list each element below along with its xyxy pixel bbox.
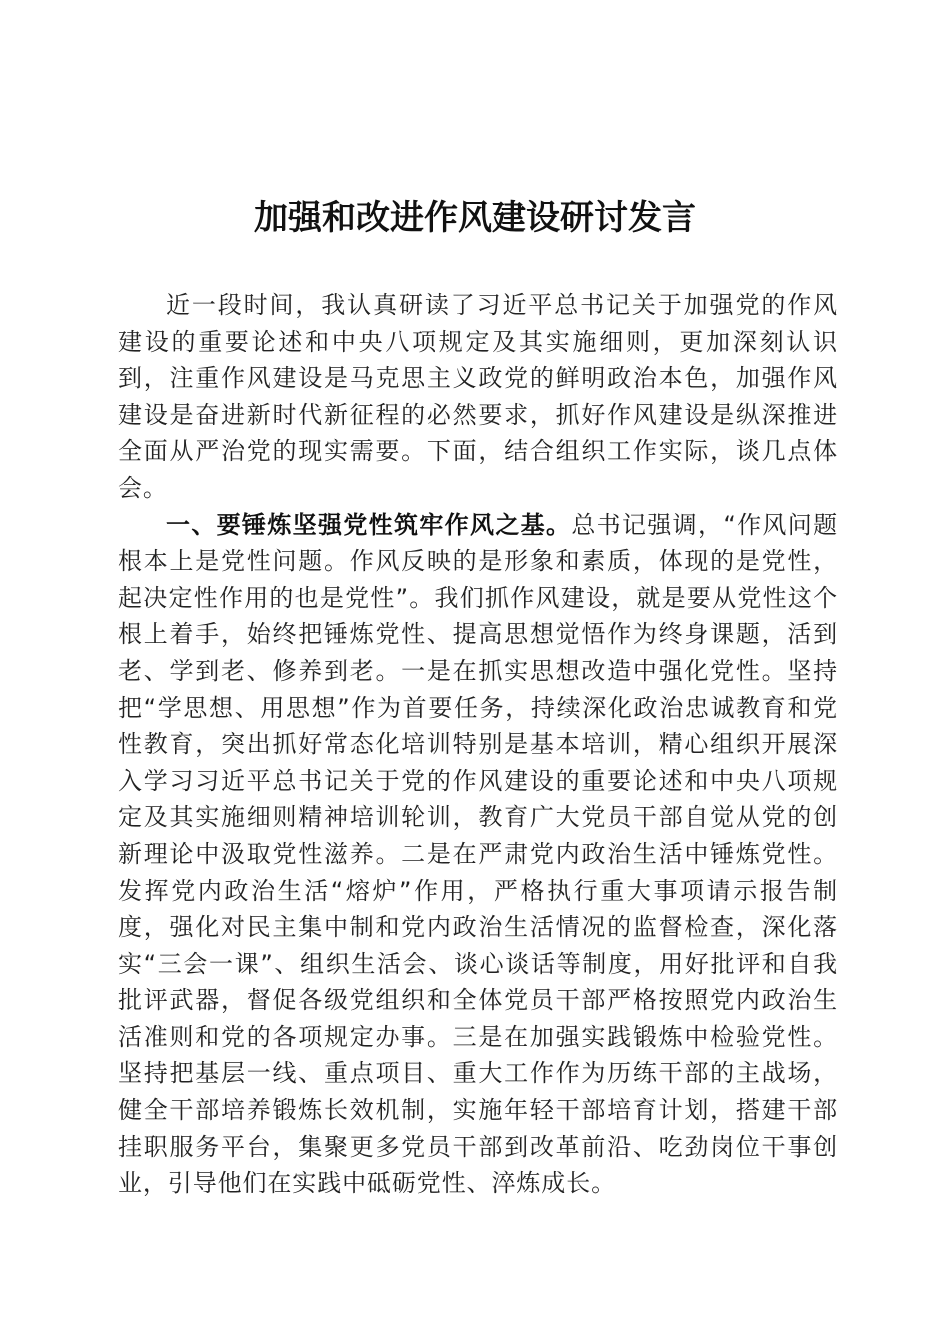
section-one-paragraph	[118, 507, 838, 1202]
intro-paragraph-text: 近一段时间，我认真研读了习近平总书记关于加强党的作风建设的重要论述和中央八项规定及其实施细则，更加深刻认识到，注重作风建设是马克思主义政党的鲜明政治本色，加强作风建设是奋进新时代新征程的必然要求，抓好作风建设是纵深推进全面从严治党的现实需要。下面，结合组织工作实际，谈几点体会。	[118, 291, 838, 502]
section-one-heading: 一、要锤炼坚强党性筑牢作风之基。	[166, 510, 572, 539]
section-one-text: 总书记强调，“作风问题根本上是党性问题。作风反映的是形象和素质，体现的是党性，起决定性作用的也是党性”。我们抓作风建设，就是要从党性这个根上着手，始终把锤炼党性、提高思想觉悟作为终身课题，活到老、学到老、修养到老。一是在抓实思想改造中强化党性。坚持把“学思想、用思想”作为首要任务，持续深化政治忠诚教育和党性教育，突出抓好常态化培训特别是基本培训，精心组织开展深入学习习近平总书记关于党的作风建设的重要论述和中央八项规定及其实施细则精神培训轮训，教育广大党员干部自觉从党的创新理论中汲取党性滋养。二是在严肃党内政治生活中锤炼党性。发挥党内政治生活“熔炉”作用，严格执行重大事项请示报告制度，强化对民主集中制和党内政治生活情况的监督检查，深化落实“三会一课”、组织生活会、谈心谈话等制度，用好批评和自我批评武器，督促各级党组织和全体党员干部严格按照党内政治生活准则和党的各项规定办事。三是在加强实践锻炼中检验党性。坚持把基层一线、重点项目、重大工作作为历练干部的主战场，健全干部培养锻炼长效机制，实施年轻干部培育计划，搭建干部挂职服务平台，集聚更多党员干部到改革前沿、吃劲岗位干事创业，引导他们在实践中砥砺党性、淬炼成长。	[118, 510, 838, 1198]
document-title: 加强和改进作风建设研讨发言	[254, 197, 696, 238]
document-body	[118, 287, 838, 1202]
intro-paragraph	[118, 287, 838, 507]
